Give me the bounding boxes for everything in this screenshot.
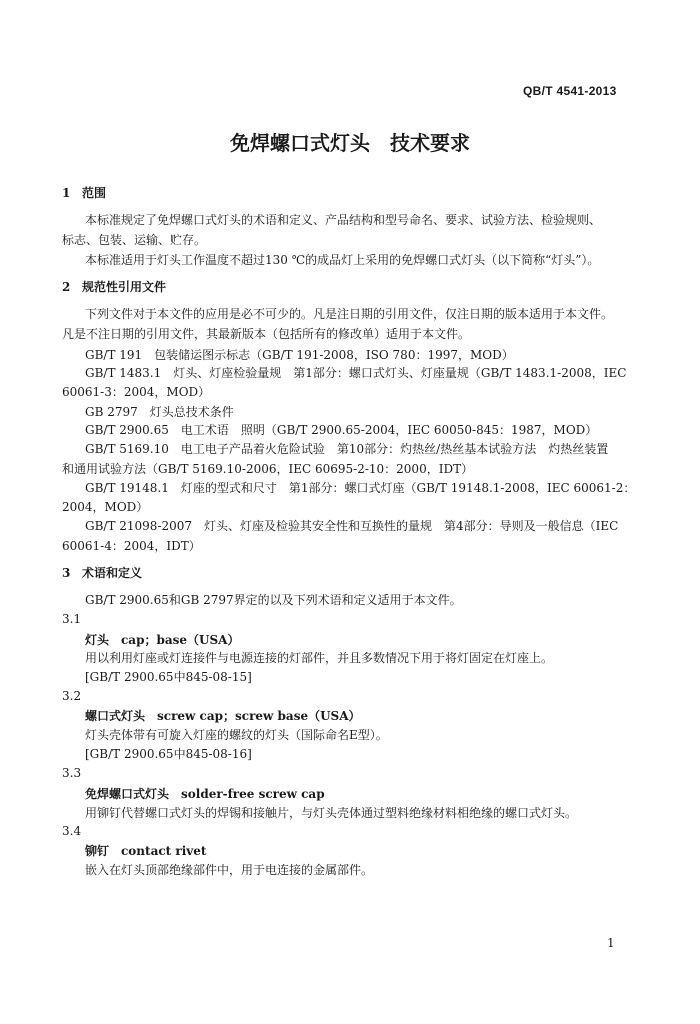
reference-item: GB/T 1483.1 灯头、灯座检验量规 第1部分：螺口式灯头、灯座量规（GB/T 1483.1-2008，IEC (85, 366, 627, 380)
reference-item: GB 2797 灯头总技术条件 (85, 405, 234, 419)
term-heading: 螺口式灯头 screw cap；screw base（USA） (85, 709, 361, 723)
term-heading: 免焊螺口式灯头 solder-free screw cap (85, 787, 325, 801)
reference-item-continued: 2004，MOD） (62, 500, 149, 514)
reference-item: GB/T 19148.1 灯座的型式和尺寸 第1部分：螺口式灯座（GB/T 19148.1-2008，IEC 60061-2： (85, 481, 636, 495)
paragraph-line: 本标准规定了免焊螺口式灯头的术语和定义、产品结构和型号命名、要求、试验方法、检验规则、 (85, 213, 602, 227)
section-3-heading (62, 564, 142, 581)
term-definition: 灯头壳体带有可旋入灯座的螺纹的灯头（国际命名E型）。 (85, 728, 388, 742)
paragraph: GB/T 2900.65和GB 2797界定的以及下列术语和定义适用于本文件。 (85, 593, 462, 607)
term-definition: 用铆钉代替螺口式灯头的焊锡和接触片，与灯头壳体通过塑料绝缘材料相绝缘的螺口式灯头。 (85, 806, 578, 820)
section-2-heading (62, 278, 166, 295)
section-title: 范围 (82, 186, 107, 200)
section-number: 2 (62, 280, 71, 294)
term-source: [GB/T 2900.65中845-08-16] (85, 747, 252, 761)
section-title: 术语和定义 (82, 566, 143, 580)
term-source: [GB/T 2900.65中845-08-15] (85, 670, 252, 684)
document-number: QB/T 4541-2013 (523, 84, 617, 98)
term-number: 3.3 (62, 766, 82, 780)
term-definition: 嵌入在灯头顶部绝缘部件中，用于电连接的金属部件。 (85, 863, 374, 877)
term-number: 3.4 (62, 824, 82, 838)
term-heading: 灯头 cap；base（USA） (85, 633, 240, 647)
section-number: 1 (62, 186, 71, 200)
page-title: 免焊螺口式灯头 技术要求 (230, 131, 470, 155)
reference-item: GB/T 191 包装储运图示标志（GB/T 191-2008，ISO 780：1997，MOD） (85, 348, 514, 362)
term-definition: 用以利用灯座或灯连接件与电源连接的灯部件，并且多数情况下用于将灯固定在灯座上。 (85, 651, 554, 665)
section-number: 3 (62, 566, 71, 580)
term-number: 3.2 (62, 689, 82, 703)
term-number: 3.1 (62, 612, 82, 626)
paragraph-line: 凡是不注日期的引用文件，其最新版本（包括所有的修改单）适用于本文件。 (62, 327, 471, 341)
paragraph: 本标准适用于灯头工作温度不超过130 ℃的成品灯上采用的免焊螺口式灯头（以下简称“灯头”）。 (85, 253, 600, 267)
reference-item-continued: 和通用试验方法（GB/T 5169.10-2006，IEC 60695-2-10：2000，IDT） (62, 462, 474, 476)
page-number: 1 (607, 936, 615, 950)
reference-item-continued: 60061-4：2004，IDT） (62, 539, 201, 553)
paragraph-line: 标志、包装、运输、贮存。 (62, 233, 207, 247)
reference-item: GB/T 5169.10 电工电子产品着火危险试验 第10部分：灼热丝/热丝基本试验方法 灼热丝装置 (85, 442, 609, 456)
section-title: 规范性引用文件 (82, 280, 167, 294)
term-heading: 铆钉 contact rivet (85, 844, 207, 858)
reference-item: GB/T 21098-2007 灯头、灯座及检验其安全性和互换性的量规 第4部分：导则及一般信息（IEC (85, 519, 619, 533)
paragraph-line: 下列文件对于本文件的应用是必不可少的。凡是注日期的引用文件，仅注日期的版本适用于本文件。 (85, 307, 614, 321)
section-1-heading (62, 184, 106, 201)
reference-item-continued: 60061-3：2004，MOD） (62, 385, 211, 399)
reference-item: GB/T 2900.65 电工术语 照明（GB/T 2900.65-2004，IEC 60050-845：1987，MOD） (85, 423, 598, 437)
